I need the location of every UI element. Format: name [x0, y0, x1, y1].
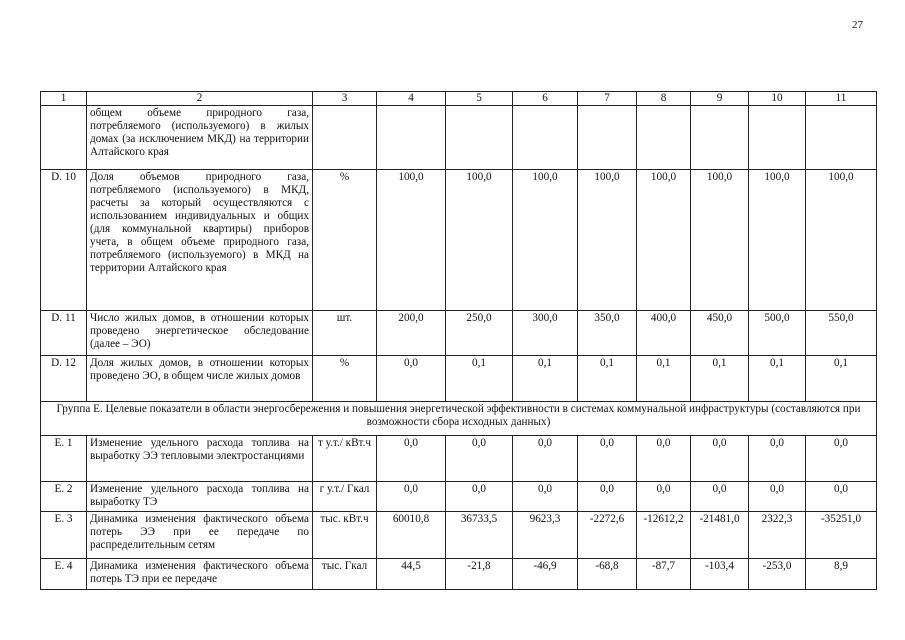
value-cell: 9623,3 [513, 512, 578, 559]
table-row [41, 482, 877, 512]
value-cell: 0,1 [446, 356, 513, 402]
value-cell: 0,0 [578, 436, 637, 482]
value-cell: -68,8 [578, 559, 637, 590]
value-cell: 0,0 [578, 482, 637, 512]
value-cell: 60010,8 [377, 512, 446, 559]
table-row [41, 170, 877, 311]
value-cell: 0,1 [578, 356, 637, 402]
value-cell: 350,0 [578, 311, 637, 356]
value-cell: 0,1 [513, 356, 578, 402]
value-cell [513, 106, 578, 170]
value-cell: 0,0 [691, 436, 749, 482]
value-cell: 0,0 [637, 436, 691, 482]
value-cell: -35251,0 [806, 512, 877, 559]
value-cell: 450,0 [691, 311, 749, 356]
value-cell: 250,0 [446, 311, 513, 356]
column-number: 11 [806, 92, 877, 106]
indicator-name: Число жилых домов, в отношении которых проведено энергетическое обследование (далее – ЭО) [87, 311, 313, 356]
value-cell: 0,0 [806, 436, 877, 482]
indicator-code: D. 10 [41, 170, 87, 311]
value-cell: 0,1 [749, 356, 806, 402]
column-number: 4 [377, 92, 446, 106]
value-cell: -253,0 [749, 559, 806, 590]
value-cell: 100,0 [637, 170, 691, 311]
value-cell: -2272,6 [578, 512, 637, 559]
value-cell: 100,0 [749, 170, 806, 311]
value-cell: -21481,0 [691, 512, 749, 559]
indicator-unit: тыс. Гкал [313, 559, 377, 590]
value-cell: 8,9 [806, 559, 877, 590]
column-number: 6 [513, 92, 578, 106]
column-number: 2 [87, 92, 313, 106]
value-cell: 500,0 [749, 311, 806, 356]
indicator-name: Динамика изменения фактического объема потерь ТЭ при ее передаче [87, 559, 313, 590]
indicator-code: Е. 4 [41, 559, 87, 590]
indicator-code: D. 11 [41, 311, 87, 356]
value-cell: 0,0 [513, 436, 578, 482]
value-cell: 2322,3 [749, 512, 806, 559]
value-cell [578, 106, 637, 170]
value-cell: 0,1 [691, 356, 749, 402]
value-cell: 200,0 [377, 311, 446, 356]
value-cell [749, 106, 806, 170]
column-number: 7 [578, 92, 637, 106]
indicator-unit: % [313, 170, 377, 311]
value-cell: 0,0 [806, 482, 877, 512]
value-cell: 0,0 [446, 436, 513, 482]
indicator-code: Е. 1 [41, 436, 87, 482]
page-number: 27 [852, 19, 863, 31]
value-cell: 0,1 [806, 356, 877, 402]
column-number: 3 [313, 92, 377, 106]
column-number: 10 [749, 92, 806, 106]
value-cell: 100,0 [691, 170, 749, 311]
value-cell: 100,0 [513, 170, 578, 311]
value-cell: 0,0 [691, 482, 749, 512]
value-cell: 0,0 [377, 482, 446, 512]
value-cell [377, 106, 446, 170]
value-cell: -103,4 [691, 559, 749, 590]
indicator-unit: г у.т./ Гкал [313, 482, 377, 512]
value-cell: 0,0 [513, 482, 578, 512]
value-cell: 36733,5 [446, 512, 513, 559]
value-cell [446, 106, 513, 170]
column-number: 1 [41, 92, 87, 106]
table-row [41, 512, 877, 559]
table-row [41, 436, 877, 482]
value-cell: 0,0 [637, 482, 691, 512]
table-row [41, 106, 877, 170]
table-row [41, 311, 877, 356]
column-number: 5 [446, 92, 513, 106]
indicator-unit: т у.т./ кВт.ч [313, 436, 377, 482]
value-cell: 44,5 [377, 559, 446, 590]
indicator-code: Е. 3 [41, 512, 87, 559]
table-row [41, 356, 877, 402]
value-cell: 300,0 [513, 311, 578, 356]
indicator-code [41, 106, 87, 170]
indicator-code: D. 12 [41, 356, 87, 402]
indicator-name: Изменение удельного расхода топлива на выработку ЭЭ тепловыми электростанциями [87, 436, 313, 482]
group-header-row [41, 402, 877, 436]
column-number: 9 [691, 92, 749, 106]
indicator-unit: тыс. кВт.ч [313, 512, 377, 559]
indicator-name: Изменение удельного расхода топлива на выработку ТЭ [87, 482, 313, 512]
value-cell: 0,0 [377, 436, 446, 482]
value-cell: -12612,2 [637, 512, 691, 559]
value-cell: 100,0 [446, 170, 513, 311]
table-row [41, 559, 877, 590]
value-cell [806, 106, 877, 170]
indicator-name: Динамика изменения фактического объема потерь ЭЭ при ее передаче по распределительным сетям [87, 512, 313, 559]
column-number: 8 [637, 92, 691, 106]
indicator-unit: % [313, 356, 377, 402]
value-cell: 0,0 [446, 482, 513, 512]
value-cell: 0,1 [637, 356, 691, 402]
value-cell: 400,0 [637, 311, 691, 356]
value-cell [637, 106, 691, 170]
indicator-code: Е. 2 [41, 482, 87, 512]
indicator-name: Доля жилых домов, в отношении которых проведено ЭО, в общем числе жилых домов [87, 356, 313, 402]
value-cell [691, 106, 749, 170]
indicator-unit: шт. [313, 311, 377, 356]
value-cell: 100,0 [377, 170, 446, 311]
value-cell: 550,0 [806, 311, 877, 356]
indicator-unit [313, 106, 377, 170]
value-cell: -21,8 [446, 559, 513, 590]
value-cell: 100,0 [578, 170, 637, 311]
value-cell: 0,0 [377, 356, 446, 402]
indicators-table [40, 91, 877, 590]
group-e-title: Группа Е. Целевые показатели в области энергосбережения и повышения энергетической эффективности в системах коммунальной инфраструктуры (составляются при возможности сбора исходных данных) [41, 402, 877, 436]
column-number-row [41, 92, 877, 106]
value-cell: 0,0 [749, 436, 806, 482]
value-cell: 100,0 [806, 170, 877, 311]
value-cell: -87,7 [637, 559, 691, 590]
indicator-name: Доля объемов природного газа, потребляемого (используемого) в МКД, расчеты за который осуществляются с использованием индивидуальных и общих (для коммунальной квартиры) приборов учета, в общем объеме природного газа, потребляемого (используемого) в МКД на территории Алтайского края [87, 170, 313, 311]
indicator-name: общем объеме природного газа, потребляемого (используемого) в жилых домах (за исключением МКД) на территории Алтайского края [87, 106, 313, 170]
value-cell: -46,9 [513, 559, 578, 590]
value-cell: 0,0 [749, 482, 806, 512]
